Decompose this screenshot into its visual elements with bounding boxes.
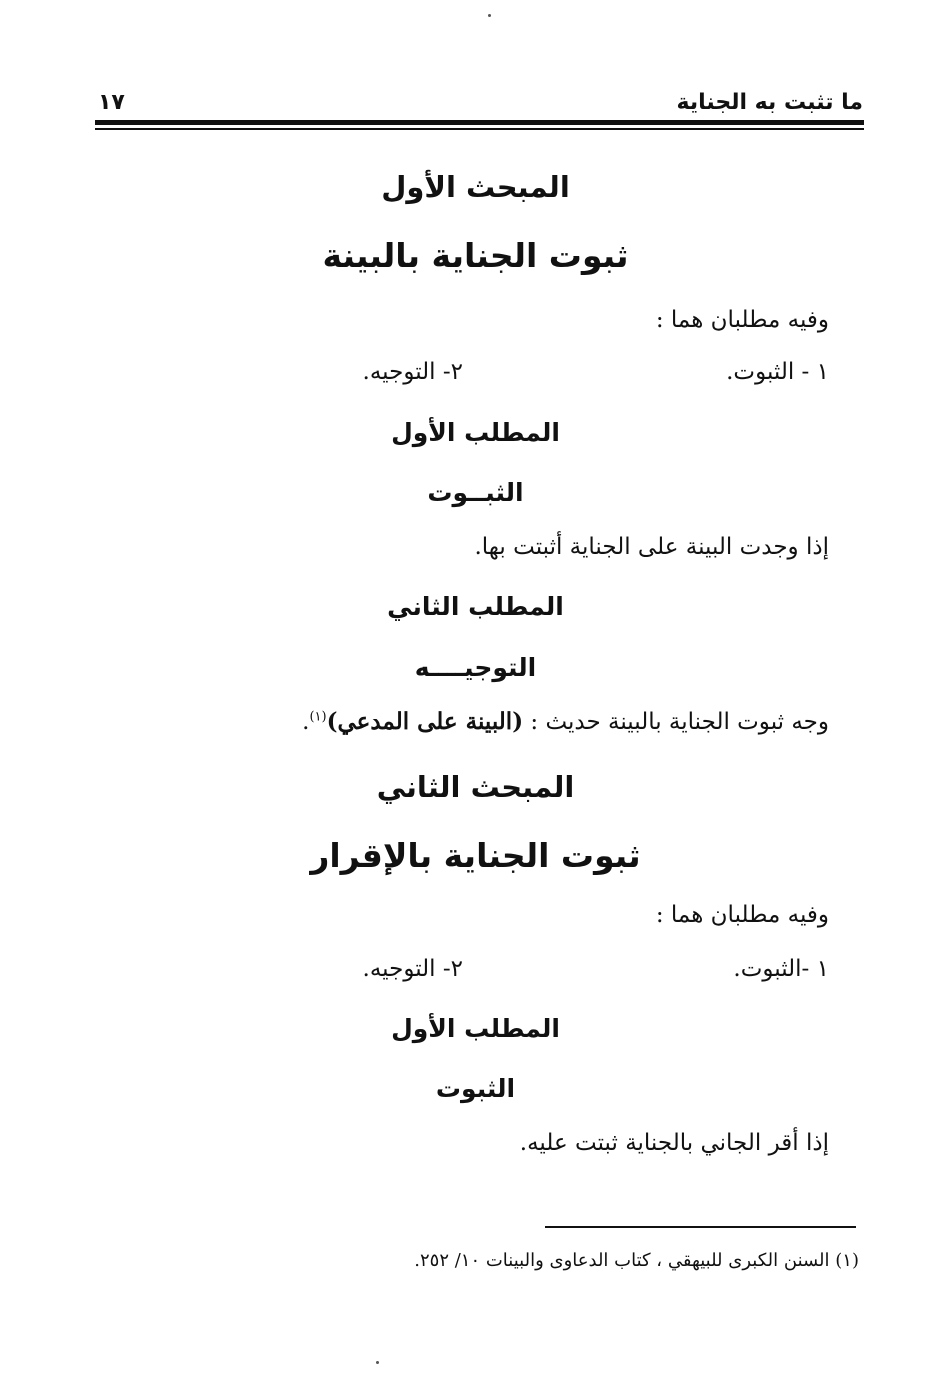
scan-speck [488,14,491,17]
section1-item2: ٢- التوجيه. [362,359,463,385]
header-rule-thick [95,120,864,125]
s1-matlab2-text [302,708,829,735]
s1-matlab2-title: التوجيــــه [414,653,537,682]
footnote-1: (١) السنن الكبرى للبيهقي ، كتاب الدعاوى والبينات ١٠/ ٢٥٢. [414,1250,859,1271]
hadith-quote: (البينة على المدعي) [326,708,524,735]
section2-intro: وفيه مطلبان هما : [655,902,829,928]
s1-matlab1-title: الثبــوت [427,478,524,507]
footnote-reference[interactable]: (١) [309,709,327,725]
s2-matlab1-title: الثبوت [435,1074,516,1103]
sentence-end: . [302,709,310,735]
section2-item2: ٢- التوجيه. [362,956,463,982]
section1-title: ثبوت الجناية بالبينة [322,236,629,275]
section2-title: ثبوت الجناية بالإقرار [310,836,641,875]
page-number: ١٧ [98,90,125,115]
footnote-separator [545,1226,856,1228]
hadith-intro-text: وجه ثبوت الجناية بالبينة حديث : [523,709,829,735]
section2-heading: المبحث الثاني [376,770,575,804]
s1-matlab1-text: إذا وجدت البينة على الجناية أثبتت بها. [474,534,829,560]
s2-matlab1-heading: المطلب الأول [391,1014,560,1043]
s2-matlab1-text: إذا أقر الجاني بالجناية ثبتت عليه. [519,1130,829,1156]
section2-item1: ١ -الثبوت. [733,956,829,982]
s1-matlab2-heading: المطلب الثاني [387,592,564,621]
header-rule-thin [95,128,864,130]
running-header-title: ما تثبت به الجناية [676,90,863,115]
section1-heading: المبحث الأول [381,170,570,204]
section1-intro: وفيه مطلبان هما : [655,307,829,333]
scan-speck [376,1361,379,1364]
s1-matlab1-heading: المطلب الأول [391,418,560,447]
section1-item1: ١ - الثبوت. [726,359,829,385]
